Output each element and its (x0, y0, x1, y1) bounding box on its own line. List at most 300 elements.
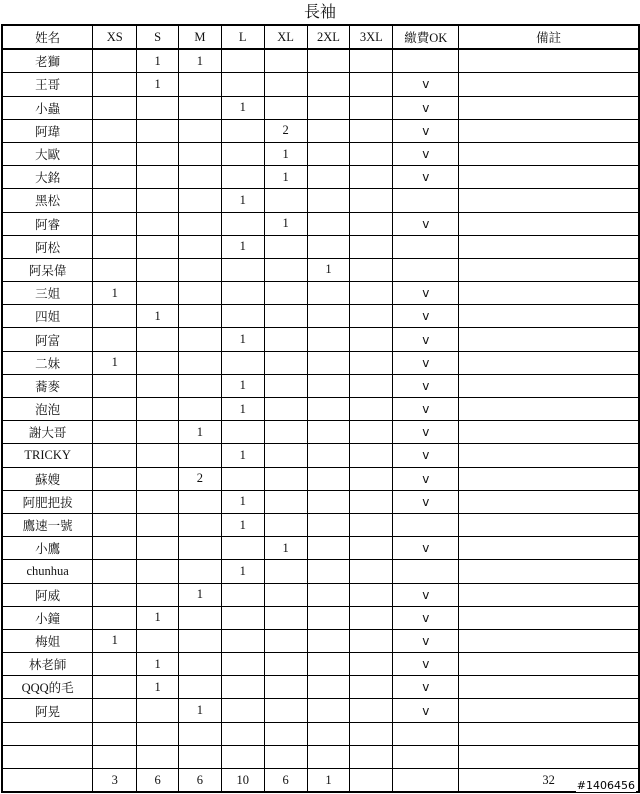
note-cell (459, 421, 639, 444)
size-2xl-qty (307, 166, 350, 189)
size-2xl-qty (307, 49, 350, 73)
size-3xl-qty (350, 119, 393, 142)
note-cell (459, 513, 639, 536)
note-cell (459, 282, 639, 305)
total-xl: 6 (264, 769, 307, 793)
note-cell (459, 166, 639, 189)
note-cell (459, 398, 639, 421)
size-2xl-qty (307, 583, 350, 606)
size-2xl-qty (307, 398, 350, 421)
size-xs-qty (93, 444, 137, 467)
header-xl: XL (264, 25, 307, 49)
paid-check-cell (393, 49, 459, 73)
size-l-qty: 1 (221, 235, 264, 258)
member-name: 阿睿 (2, 212, 93, 235)
table-row (2, 560, 639, 583)
size-xs-qty (93, 49, 137, 73)
paid-check-icon: v (422, 355, 430, 370)
table-row (2, 467, 639, 490)
size-2xl-qty (307, 374, 350, 397)
table-row (2, 421, 639, 444)
size-3xl-qty (350, 722, 393, 745)
paid-check-icon: v (422, 77, 430, 92)
size-m-qty (178, 328, 221, 351)
size-l-qty (221, 119, 264, 142)
size-s-qty (137, 119, 179, 142)
size-m-qty (178, 676, 221, 699)
size-s-qty: 1 (137, 49, 179, 73)
size-xl-qty: 1 (264, 166, 307, 189)
size-2xl-qty (307, 560, 350, 583)
size-2xl-qty (307, 537, 350, 560)
paid-check-cell (393, 745, 459, 768)
note-cell (459, 212, 639, 235)
note-cell (459, 467, 639, 490)
size-m-qty (178, 722, 221, 745)
size-m-qty (178, 119, 221, 142)
size-xs-qty (93, 513, 137, 536)
size-m-qty: 2 (178, 467, 221, 490)
note-cell (459, 676, 639, 699)
size-l-qty: 1 (221, 96, 264, 119)
size-l-qty (221, 49, 264, 73)
size-l-qty: 1 (221, 513, 264, 536)
table-row (2, 676, 639, 699)
note-cell (459, 629, 639, 652)
table-row (2, 189, 639, 212)
sheet-title: 長袖 (303, 2, 336, 21)
paid-check-icon: v (422, 610, 430, 625)
size-2xl-qty (307, 73, 350, 96)
order-rows (2, 49, 639, 792)
paid-check-icon: v (422, 448, 430, 463)
size-l-qty (221, 699, 264, 722)
size-s-qty (137, 421, 179, 444)
size-m-qty (178, 398, 221, 421)
paid-check-cell (393, 676, 459, 699)
size-l-qty: 1 (221, 189, 264, 212)
size-m-qty: 1 (178, 583, 221, 606)
paid-check-icon: v (422, 633, 430, 648)
paid-check-icon: v (422, 378, 430, 393)
paid-check-cell (393, 513, 459, 536)
size-3xl-qty (350, 490, 393, 513)
size-m-qty (178, 166, 221, 189)
size-3xl-qty (350, 49, 393, 73)
size-2xl-qty (307, 305, 350, 328)
size-l-qty (221, 745, 264, 768)
size-s-qty (137, 258, 179, 281)
size-xs-qty (93, 653, 137, 676)
paid-check-icon: v (422, 147, 430, 162)
size-s-qty: 1 (137, 73, 179, 96)
table-row (2, 212, 639, 235)
paid-check-cell (393, 258, 459, 281)
size-xs-qty (93, 73, 137, 96)
member-name: QQQ的毛 (2, 676, 93, 699)
size-xs-qty: 1 (93, 351, 137, 374)
size-l-qty (221, 629, 264, 652)
size-3xl-qty (350, 142, 393, 165)
size-3xl-qty (350, 374, 393, 397)
size-xl-qty (264, 676, 307, 699)
member-name: 蕎麥 (2, 374, 93, 397)
member-name: 蘇嫂 (2, 467, 93, 490)
size-m-qty (178, 374, 221, 397)
header-m: M (178, 25, 221, 49)
note-cell (459, 119, 639, 142)
table-row (2, 745, 639, 768)
size-m-qty (178, 513, 221, 536)
size-l-qty: 1 (221, 490, 264, 513)
size-s-qty (137, 537, 179, 560)
size-xl-qty (264, 328, 307, 351)
paid-check-icon: v (422, 471, 430, 486)
table-row (2, 722, 639, 745)
size-l-qty (221, 142, 264, 165)
paid-check-cell (393, 560, 459, 583)
size-xl-qty (264, 444, 307, 467)
table-row (2, 282, 639, 305)
note-cell (459, 560, 639, 583)
size-l-qty (221, 212, 264, 235)
size-l-qty (221, 583, 264, 606)
size-3xl-qty (350, 351, 393, 374)
size-s-qty (137, 745, 179, 768)
size-xs-qty (93, 398, 137, 421)
paid-check-icon: v (422, 286, 430, 301)
total-xs: 3 (93, 769, 137, 793)
paid-check-cell (393, 653, 459, 676)
paid-check-cell (393, 722, 459, 745)
table-row (2, 398, 639, 421)
size-xl-qty (264, 189, 307, 212)
size-l-qty (221, 653, 264, 676)
paid-check-cell (393, 212, 459, 235)
paid-check-cell (393, 583, 459, 606)
total-m: 6 (178, 769, 221, 793)
size-m-qty (178, 629, 221, 652)
total-3xl (350, 769, 393, 793)
size-xl-qty: 1 (264, 212, 307, 235)
size-s-qty (137, 444, 179, 467)
table-row (2, 513, 639, 536)
size-s-qty (137, 722, 179, 745)
size-2xl-qty (307, 421, 350, 444)
size-3xl-qty (350, 653, 393, 676)
size-l-qty: 1 (221, 374, 264, 397)
size-m-qty: 1 (178, 49, 221, 73)
size-2xl-qty (307, 490, 350, 513)
size-l-qty: 1 (221, 328, 264, 351)
member-name: 阿呆偉 (2, 258, 93, 281)
size-m-qty (178, 235, 221, 258)
size-3xl-qty (350, 444, 393, 467)
note-cell (459, 374, 639, 397)
table-row (2, 305, 639, 328)
size-2xl-qty (307, 189, 350, 212)
size-2xl-qty (307, 606, 350, 629)
table-row (2, 583, 639, 606)
total-2xl: 1 (307, 769, 350, 793)
size-xs-qty (93, 421, 137, 444)
member-name: 老獅 (2, 49, 93, 73)
size-m-qty (178, 606, 221, 629)
paid-check-icon: v (422, 703, 430, 718)
paid-check-cell (393, 467, 459, 490)
paid-check-icon: v (422, 309, 430, 324)
size-m-qty (178, 96, 221, 119)
size-3xl-qty (350, 676, 393, 699)
note-cell (459, 606, 639, 629)
size-xl-qty (264, 49, 307, 73)
member-name: 梅姐 (2, 629, 93, 652)
size-xl-qty (264, 490, 307, 513)
size-xl-qty (264, 282, 307, 305)
size-m-qty (178, 73, 221, 96)
size-xl-qty: 1 (264, 142, 307, 165)
note-cell (459, 583, 639, 606)
header-note: 備註 (459, 25, 639, 49)
size-l-qty (221, 73, 264, 96)
total-paid (393, 769, 459, 793)
size-3xl-qty (350, 699, 393, 722)
size-3xl-qty (350, 583, 393, 606)
member-name: 鷹速一號 (2, 513, 93, 536)
size-xl-qty (264, 305, 307, 328)
table-row (2, 142, 639, 165)
table-row (2, 490, 639, 513)
paid-check-icon: v (422, 123, 430, 138)
paid-check-icon: v (422, 680, 430, 695)
member-name: 小蟲 (2, 96, 93, 119)
total-s: 6 (137, 769, 179, 793)
size-xl-qty: 2 (264, 119, 307, 142)
size-2xl-qty (307, 513, 350, 536)
member-name (2, 722, 93, 745)
size-xl-qty (264, 560, 307, 583)
note-cell (459, 73, 639, 96)
note-cell (459, 235, 639, 258)
size-s-qty (137, 629, 179, 652)
size-s-qty (137, 351, 179, 374)
note-cell (459, 351, 639, 374)
member-name: 二妹 (2, 351, 93, 374)
size-xl-qty (264, 653, 307, 676)
paid-check-icon: v (422, 657, 430, 672)
size-xl-qty (264, 699, 307, 722)
size-xl-qty (264, 467, 307, 490)
header-paid: 繳費OK (393, 25, 459, 49)
size-2xl-qty (307, 444, 350, 467)
size-l-qty (221, 421, 264, 444)
size-2xl-qty (307, 119, 350, 142)
size-3xl-qty (350, 212, 393, 235)
size-xs-qty: 1 (93, 282, 137, 305)
size-2xl-qty (307, 142, 350, 165)
header-s: S (137, 25, 179, 49)
size-3xl-qty (350, 537, 393, 560)
note-cell (459, 537, 639, 560)
member-name: 泡泡 (2, 398, 93, 421)
note-cell (459, 722, 639, 745)
size-l-qty (221, 537, 264, 560)
member-name: 三姐 (2, 282, 93, 305)
paid-check-cell (393, 537, 459, 560)
total-l: 10 (221, 769, 264, 793)
paid-check-icon: v (422, 216, 430, 231)
paid-check-cell (393, 374, 459, 397)
size-l-qty: 1 (221, 560, 264, 583)
size-s-qty: 1 (137, 653, 179, 676)
note-cell (459, 653, 639, 676)
member-name: 林老師 (2, 653, 93, 676)
size-xs-qty (93, 490, 137, 513)
paid-check-cell (393, 629, 459, 652)
note-cell (459, 49, 639, 73)
size-xs-qty (93, 467, 137, 490)
header-l: L (221, 25, 264, 49)
size-s-qty (137, 490, 179, 513)
paid-check-cell (393, 421, 459, 444)
size-xs-qty (93, 119, 137, 142)
size-xs-qty (93, 328, 137, 351)
paid-check-cell (393, 490, 459, 513)
size-2xl-qty (307, 212, 350, 235)
member-name: 大歐 (2, 142, 93, 165)
size-xl-qty (264, 235, 307, 258)
member-name: TRICKY (2, 444, 93, 467)
size-3xl-qty (350, 629, 393, 652)
size-xs-qty (93, 258, 137, 281)
paid-check-cell (393, 328, 459, 351)
size-xs-qty (93, 96, 137, 119)
size-l-qty (221, 282, 264, 305)
size-xs-qty (93, 699, 137, 722)
table-row (2, 166, 639, 189)
paid-check-cell (393, 398, 459, 421)
size-l-qty (221, 166, 264, 189)
size-xl-qty (264, 73, 307, 96)
size-xl-qty (264, 722, 307, 745)
member-name: 大銘 (2, 166, 93, 189)
size-3xl-qty (350, 189, 393, 212)
size-xl-qty (264, 629, 307, 652)
size-xs-qty (93, 537, 137, 560)
size-s-qty (137, 699, 179, 722)
table-row (2, 328, 639, 351)
size-xl-qty (264, 606, 307, 629)
size-3xl-qty (350, 258, 393, 281)
size-xs-qty (93, 166, 137, 189)
size-3xl-qty (350, 96, 393, 119)
member-name: 王哥 (2, 73, 93, 96)
note-cell (459, 699, 639, 722)
table-row (2, 73, 639, 96)
size-xs-qty (93, 305, 137, 328)
member-name (2, 745, 93, 768)
member-name: 四姐 (2, 305, 93, 328)
total-label (2, 769, 93, 793)
table-row (2, 606, 639, 629)
member-name: 阿瑋 (2, 119, 93, 142)
paid-check-cell (393, 119, 459, 142)
note-cell (459, 142, 639, 165)
member-name: 謝大哥 (2, 421, 93, 444)
size-2xl-qty (307, 351, 350, 374)
size-l-qty (221, 351, 264, 374)
size-2xl-qty (307, 96, 350, 119)
size-3xl-qty (350, 235, 393, 258)
paid-check-cell (393, 189, 459, 212)
size-xl-qty (264, 258, 307, 281)
size-xs-qty (93, 560, 137, 583)
size-2xl-qty (307, 676, 350, 699)
table-row (2, 258, 639, 281)
size-xl-qty (264, 398, 307, 421)
table-row (2, 653, 639, 676)
paid-check-cell (393, 606, 459, 629)
size-xs-qty (93, 722, 137, 745)
size-s-qty (137, 583, 179, 606)
size-s-qty (137, 96, 179, 119)
paid-check-cell (393, 96, 459, 119)
size-s-qty (137, 374, 179, 397)
size-l-qty (221, 722, 264, 745)
size-2xl-qty (307, 699, 350, 722)
member-name: 阿富 (2, 328, 93, 351)
size-s-qty (137, 212, 179, 235)
size-xs-qty (93, 676, 137, 699)
size-xl-qty (264, 745, 307, 768)
size-3xl-qty (350, 328, 393, 351)
size-l-qty (221, 676, 264, 699)
member-name: 阿肥把拔 (2, 490, 93, 513)
member-name: 小鷹 (2, 537, 93, 560)
paid-check-cell (393, 142, 459, 165)
size-m-qty (178, 560, 221, 583)
paid-check-icon: v (422, 332, 430, 347)
size-order-table (1, 24, 640, 793)
size-m-qty (178, 745, 221, 768)
size-2xl-qty: 1 (307, 258, 350, 281)
size-s-qty (137, 560, 179, 583)
size-l-qty (221, 305, 264, 328)
size-m-qty (178, 305, 221, 328)
size-3xl-qty (350, 560, 393, 583)
header-row (2, 25, 639, 49)
paid-check-cell (393, 235, 459, 258)
note-cell (459, 328, 639, 351)
size-3xl-qty (350, 745, 393, 768)
size-l-qty: 1 (221, 444, 264, 467)
paid-check-cell (393, 699, 459, 722)
size-2xl-qty (307, 282, 350, 305)
size-xs-qty (93, 235, 137, 258)
header-xs: XS (93, 25, 137, 49)
size-m-qty: 1 (178, 421, 221, 444)
paid-check-icon: v (422, 170, 430, 185)
paid-check-cell (393, 351, 459, 374)
member-name: 黑松 (2, 189, 93, 212)
table-row (2, 119, 639, 142)
size-m-qty (178, 351, 221, 374)
size-s-qty (137, 282, 179, 305)
size-s-qty (137, 513, 179, 536)
header-3xl: 3XL (350, 25, 393, 49)
paid-check-cell (393, 282, 459, 305)
size-2xl-qty (307, 722, 350, 745)
